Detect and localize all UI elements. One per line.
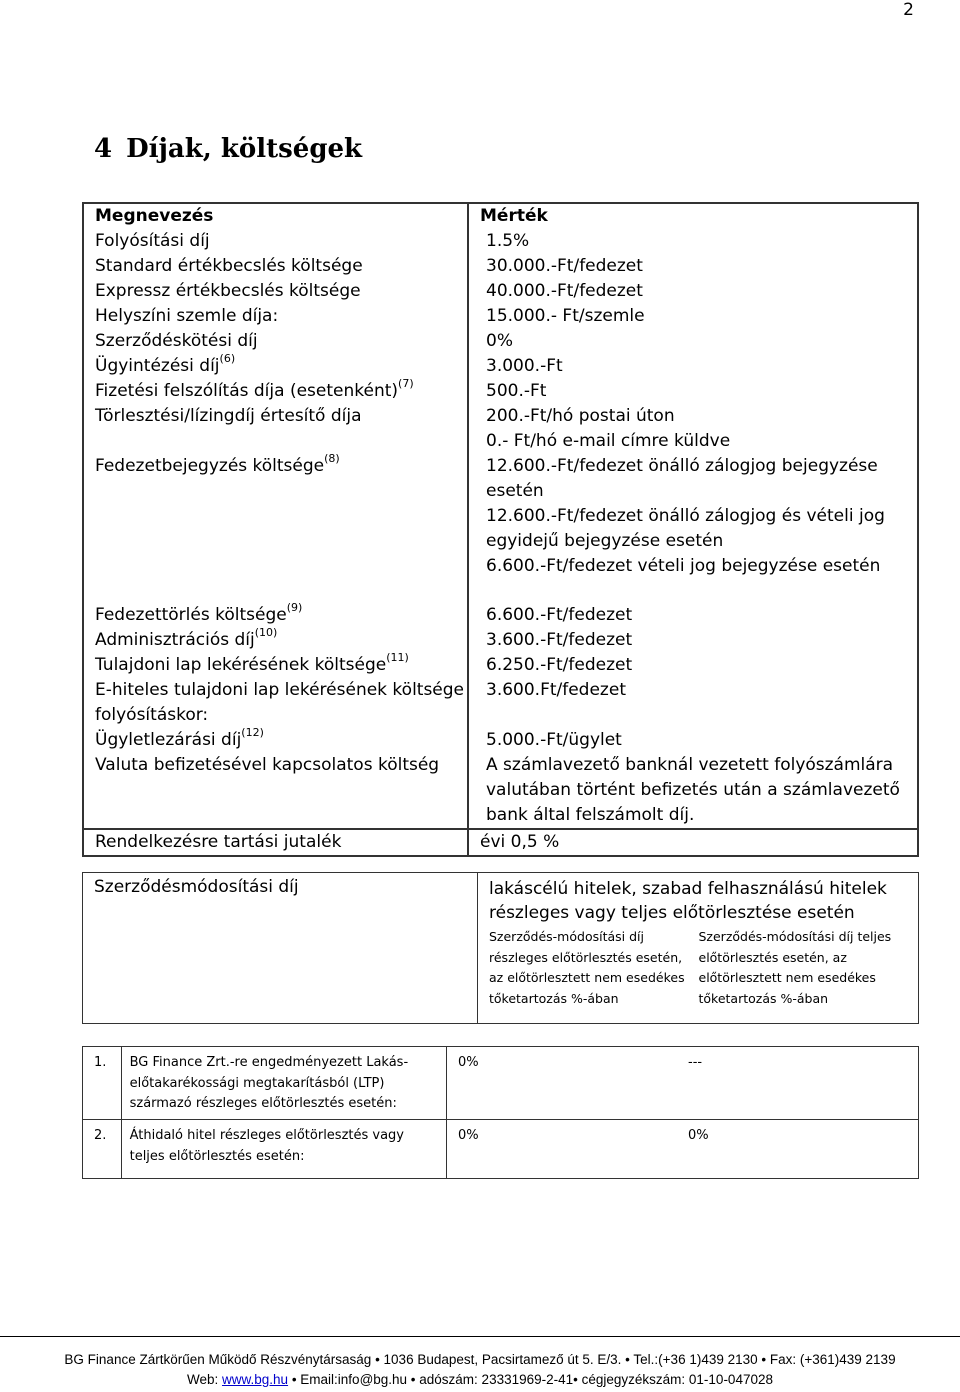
fee-name bbox=[83, 404, 468, 454]
footer-company-line: BG Finance Zártkörűen Működő Részvénytársaság • 1036 Budapest, Pacsirtamező út 5. E/3. • Tel.:(+36 1)439 2130 • Fax: (+361)439 2139 bbox=[64, 1352, 896, 1367]
fee-value: 15.000.- Ft/szemle bbox=[486, 306, 645, 326]
fee-rate bbox=[468, 728, 918, 753]
case-row bbox=[83, 1047, 919, 1120]
fee-rate bbox=[468, 229, 918, 254]
fee-rate bbox=[468, 678, 918, 728]
fee-value: 6.600.-Ft/fedezet bbox=[486, 605, 633, 625]
fee-row bbox=[83, 354, 918, 379]
footnote-ref: (10) bbox=[254, 626, 278, 640]
fee-value: 12.600.-Ft/fedezet önálló zálogjog bejegyzése esetén bbox=[486, 456, 878, 501]
fee-row bbox=[83, 454, 918, 603]
case-row bbox=[83, 1120, 919, 1179]
fee-label: Ügyletlezárási díj bbox=[95, 730, 242, 750]
fee-name bbox=[83, 753, 468, 829]
fee-row bbox=[83, 829, 918, 856]
fee-rate bbox=[468, 404, 918, 454]
fee-value: 6.600.-Ft/fedezet vételi jog bejegyzése esetén bbox=[486, 556, 881, 576]
footer-contact-line bbox=[0, 1372, 960, 1387]
fee-value: A számlavezető banknál vezetett folyószámlára valutában történt befizetés után a számlavezető bank által felszámolt díj. bbox=[486, 755, 900, 825]
footnote-ref: (8) bbox=[324, 452, 340, 466]
fee-row bbox=[83, 628, 918, 653]
fee-value: 12.600.-Ft/fedezet önálló zálogjog és vételi jog egyidejű bejegyzése esetén bbox=[486, 506, 885, 551]
fee-row bbox=[83, 728, 918, 753]
fee-label: Helyszíni szemle díja: bbox=[95, 306, 279, 326]
fee-rate bbox=[468, 753, 918, 829]
fee-rate bbox=[468, 329, 918, 354]
modification-label: Szerződésmódosítási díj bbox=[83, 873, 478, 1024]
footnote-ref: (7) bbox=[398, 377, 414, 391]
fee-name bbox=[83, 678, 468, 728]
case-number: 1. bbox=[83, 1047, 122, 1120]
fee-label: Fedezettörlés költsége bbox=[95, 605, 287, 625]
fee-value: 6.250.-Ft/fedezet bbox=[486, 655, 633, 675]
fee-label: Fedezetbejegyzés költsége bbox=[95, 456, 325, 476]
fee-value: 3.000.-Ft bbox=[486, 356, 563, 376]
fee-name bbox=[83, 628, 468, 653]
footnote-ref: (12) bbox=[241, 726, 264, 740]
section-number: 4 bbox=[94, 134, 113, 164]
footnote-ref: (9) bbox=[286, 601, 303, 615]
fee-rate bbox=[468, 379, 918, 404]
case-text: BG Finance Zrt.-re engedményezett Lakás-előtakarékossági megtakarításból (LTP) származó részleges előtörlesztés esetén: bbox=[121, 1047, 446, 1120]
prepayment-cases-table bbox=[82, 1046, 919, 1179]
fee-rate bbox=[468, 454, 918, 603]
footer-divider bbox=[0, 1336, 960, 1337]
fee-value: 5.000.-Ft/ügylet bbox=[486, 730, 622, 750]
fee-name bbox=[83, 329, 468, 354]
fee-label: Folyósítási díj bbox=[95, 231, 210, 251]
fee-name bbox=[83, 603, 468, 628]
fee-value: 1.5% bbox=[486, 231, 530, 251]
fee-row bbox=[83, 304, 918, 329]
fee-rate: évi 0,5 % bbox=[468, 829, 918, 856]
footnote-ref: (11) bbox=[386, 651, 409, 665]
fee-rate bbox=[468, 653, 918, 678]
fee-name bbox=[83, 254, 468, 279]
fee-label: Törlesztési/lízingdíj értesítő díja bbox=[95, 406, 362, 426]
fee-row bbox=[83, 254, 918, 279]
full-prepayment-header: Szerződés-módosítási díj teljes előtörlesztés esetén, az előtörlesztett nem esedékes tőketartozás %-ában bbox=[698, 929, 892, 1006]
modification-table bbox=[82, 872, 919, 1024]
fee-table bbox=[82, 202, 919, 857]
fee-value: 0% bbox=[486, 331, 513, 351]
page-number: 2 bbox=[903, 0, 914, 20]
fee-name bbox=[83, 653, 468, 678]
fee-label: Szerződéskötési díj bbox=[95, 331, 258, 351]
fee-name: Rendelkezésre tartási jutalék bbox=[83, 829, 468, 856]
fee-row bbox=[83, 379, 918, 404]
fee-row bbox=[83, 229, 918, 254]
fee-value: 500.-Ft bbox=[486, 381, 547, 401]
fee-rate bbox=[468, 603, 918, 628]
modification-title: lakáscélú hitelek, szabad felhasználású hitelek részleges vagy teljes előtörlesztése esetén bbox=[489, 879, 887, 923]
fee-value: 40.000.-Ft/fedezet bbox=[486, 281, 643, 301]
fee-value: 3.600.-Ft/fedezet bbox=[486, 630, 633, 650]
fee-row bbox=[83, 753, 918, 829]
fee-name bbox=[83, 279, 468, 304]
header-name: Megnevezés bbox=[83, 203, 468, 229]
fee-rate bbox=[468, 279, 918, 304]
footer-contact-rest: • Email:info@bg.hu • adószám: 23331969-2-41• cégjegyzékszám: 01-10-047028 bbox=[288, 1372, 773, 1387]
fee-label: Standard értékbecslés költsége bbox=[95, 256, 363, 276]
fee-name bbox=[83, 354, 468, 379]
fee-rate bbox=[468, 254, 918, 279]
footnote-ref: (6) bbox=[219, 352, 236, 366]
fee-name bbox=[83, 379, 468, 404]
fee-label: Ügyintézési díj bbox=[95, 356, 220, 376]
partial-prepayment-header: Szerződés-módosítási díj részleges előtörlesztés esetén, az előtörlesztett nem esedékes tőketartozás %-ában bbox=[489, 929, 685, 1006]
fee-label: E-hiteles tulajdoni lap lekérésének költsége folyósításkor: bbox=[95, 680, 465, 725]
fee-label: Tulajdoni lap lekérésének költsége bbox=[95, 655, 387, 675]
fee-label: Expressz értékbecslés költsége bbox=[95, 281, 361, 301]
fee-label: Fizetési felszólítás díja (esetenként) bbox=[95, 381, 399, 401]
header-rate: Mérték bbox=[468, 203, 918, 229]
fee-name bbox=[83, 229, 468, 254]
section-title: Díjak, költségek bbox=[126, 134, 363, 164]
case-number: 2. bbox=[83, 1120, 122, 1179]
website-link[interactable]: www.bg.hu bbox=[222, 1372, 289, 1387]
fee-row bbox=[83, 404, 918, 454]
fee-row bbox=[83, 279, 918, 304]
fee-row bbox=[83, 329, 918, 354]
case-partial-value: 0% bbox=[458, 1128, 479, 1143]
fee-table-header bbox=[83, 203, 918, 229]
fee-value: 200.-Ft/hó postai úton bbox=[486, 406, 675, 426]
footer-web-label: Web: bbox=[187, 1372, 223, 1387]
case-partial-value: 0% bbox=[458, 1055, 479, 1070]
case-full-value: --- bbox=[688, 1055, 703, 1070]
fee-rate bbox=[468, 354, 918, 379]
fee-value: 3.600.Ft/fedezet bbox=[486, 680, 626, 700]
fee-name bbox=[83, 728, 468, 753]
modification-cell bbox=[478, 873, 919, 1024]
case-full-value: 0% bbox=[688, 1128, 709, 1143]
fee-rate bbox=[468, 628, 918, 653]
fee-row bbox=[83, 603, 918, 628]
fee-name bbox=[83, 454, 468, 603]
fee-value: 0.- Ft/hó e-mail címre küldve bbox=[486, 431, 731, 451]
fee-label: Valuta befizetésével kapcsolatos költség bbox=[95, 755, 440, 775]
fee-row bbox=[83, 678, 918, 728]
fee-label: Adminisztrációs díj bbox=[95, 630, 255, 650]
case-text: Áthidaló hitel részleges előtörlesztés vagy teljes előtörlesztés esetén: bbox=[121, 1120, 446, 1179]
section-heading bbox=[94, 134, 362, 164]
fee-row bbox=[83, 653, 918, 678]
fee-name bbox=[83, 304, 468, 329]
fee-value: 30.000.-Ft/fedezet bbox=[486, 256, 643, 276]
fee-rate bbox=[468, 304, 918, 329]
